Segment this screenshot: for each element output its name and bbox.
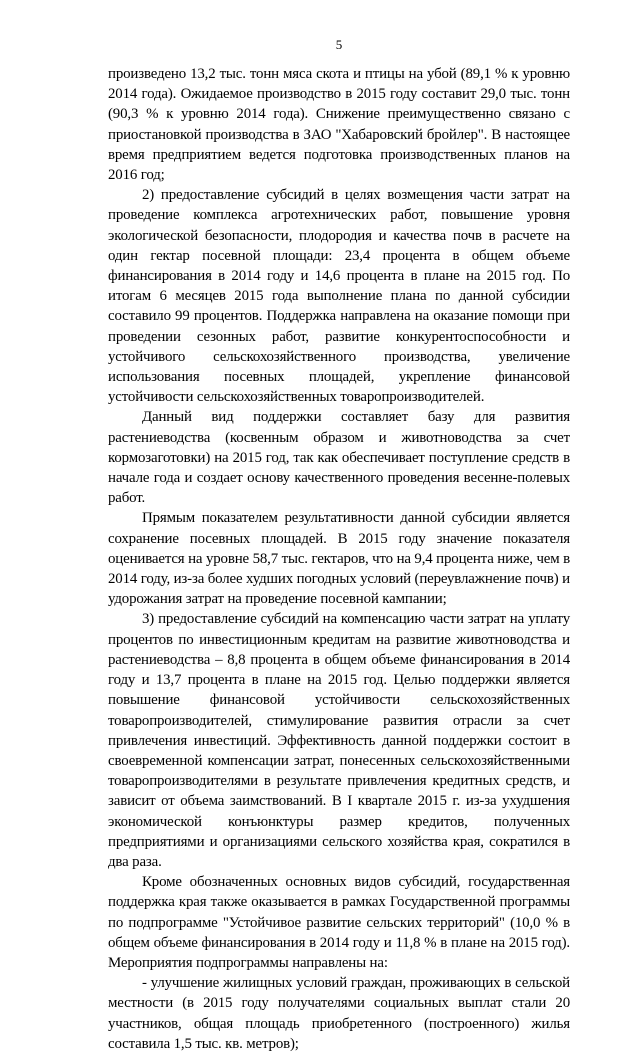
paragraph-sown-area-indicator: Прямым показателем результативности данной субсидии является сохранение посевных площадей. В 2015 году значение показателя оценивается на уровне 58,7 тыс. гектаров, что на 9,4 процента ниже, чем в 2014 году, из-за более худших погодных условий (переувлажнение почв) и удорожания затрат на проведение посевной кампании; — [108, 510, 570, 608]
paragraph-subsidy-agrotechnical: 2) предоставление субсидий в целях возмещения части затрат на проведение комплекса агротехнических работ, повышение уровня экологической безопасности, плодородия и качества почв в расчете на один гектар посевной площади: 23,4 процента в общем объеме финансирования в 2014 году и 14,6 процента в плане на 2015 год. По итогам 6 месяцев 2015 года выполнение плана по данной субсидии составило 99 процентов. Поддержка направлена на оказание помощи при проведении сезонных работ, развитие конкурентоспособности и устойчивого сельскохозяйственного производства, увеличение использования посевных площадей, укрепление финансовой устойчивости сельскохозяйственных товаропроизводителей. — [108, 187, 570, 406]
paragraph-support-base: Данный вид поддержки составляет базу для развития растениеводства (косвенным образом и животноводства за счет кормозаготовки) на 2015 год, так как обеспечивает поступление средств в начале года и создает основу качественного проведения весенне-полевых работ. — [108, 409, 570, 507]
page-number: 5 — [335, 37, 343, 52]
paragraph-rural-development: Кроме обозначенных основных видов субсидий, государственная поддержка края также оказывается в рамках Государственной программы по подпрограмме "Устойчивое развитие сельских территорий" (10,0 % в общем объеме финансирования в 2014 году и 11,8 % в плане на 2015 год). Мероприятия подпрограммы направлены на: — [108, 874, 570, 971]
paragraph-meat-production: произведено 13,2 тыс. тонн мяса скота и птицы на убой (89,1 % к уровню 2014 года). Ожидаемое производство в 2015 году составит 29,0 тыс. тонн (90,3 % к уровню 2014 года). Снижение преимущественно связано с приостановкой производства в ЗАО "Хабаровский бройлер". В настоящее время предприятием ведется подготовка производственных планов на 2016 год; — [108, 66, 570, 184]
paragraph-subsidy-credit-interest: 3) предоставление субсидий на компенсацию части затрат на уплату процентов по инвестиционным кредитам на развитие животноводства и растениеводства – 8,8 процента в общем объеме финансирования в 2014 году и 13,7 процента в плане на 2015 год. Целью поддержки является повышение финансовой устойчивости сельскохозяйственных товаропроизводителей, стимулирование развития отрасли за счет привлечения инвестиций. Эффективность данной поддержки состоит в своевременной компенсации затрат, понесенных сельскохозяйственными товаропроизводителями в результате привлечения кредитных средств, и зависит от объема заимствований. В I квартале 2015 г. из-за ухудшения экономической конъюнктуры размер кредитов, полученных предприятиями и организациями сельского хозяйства края, сократился в два раза. — [108, 611, 570, 870]
document-body — [108, 64, 570, 1054]
paragraph-housing-conditions: - улучшение жилищных условий граждан, проживающих в сельской местности (в 2015 году получателями социальных выплат стали 20 участников, общая площадь приобретенного (построенного) жилья составила 1,5 тыс. кв. метров); — [108, 975, 570, 1052]
